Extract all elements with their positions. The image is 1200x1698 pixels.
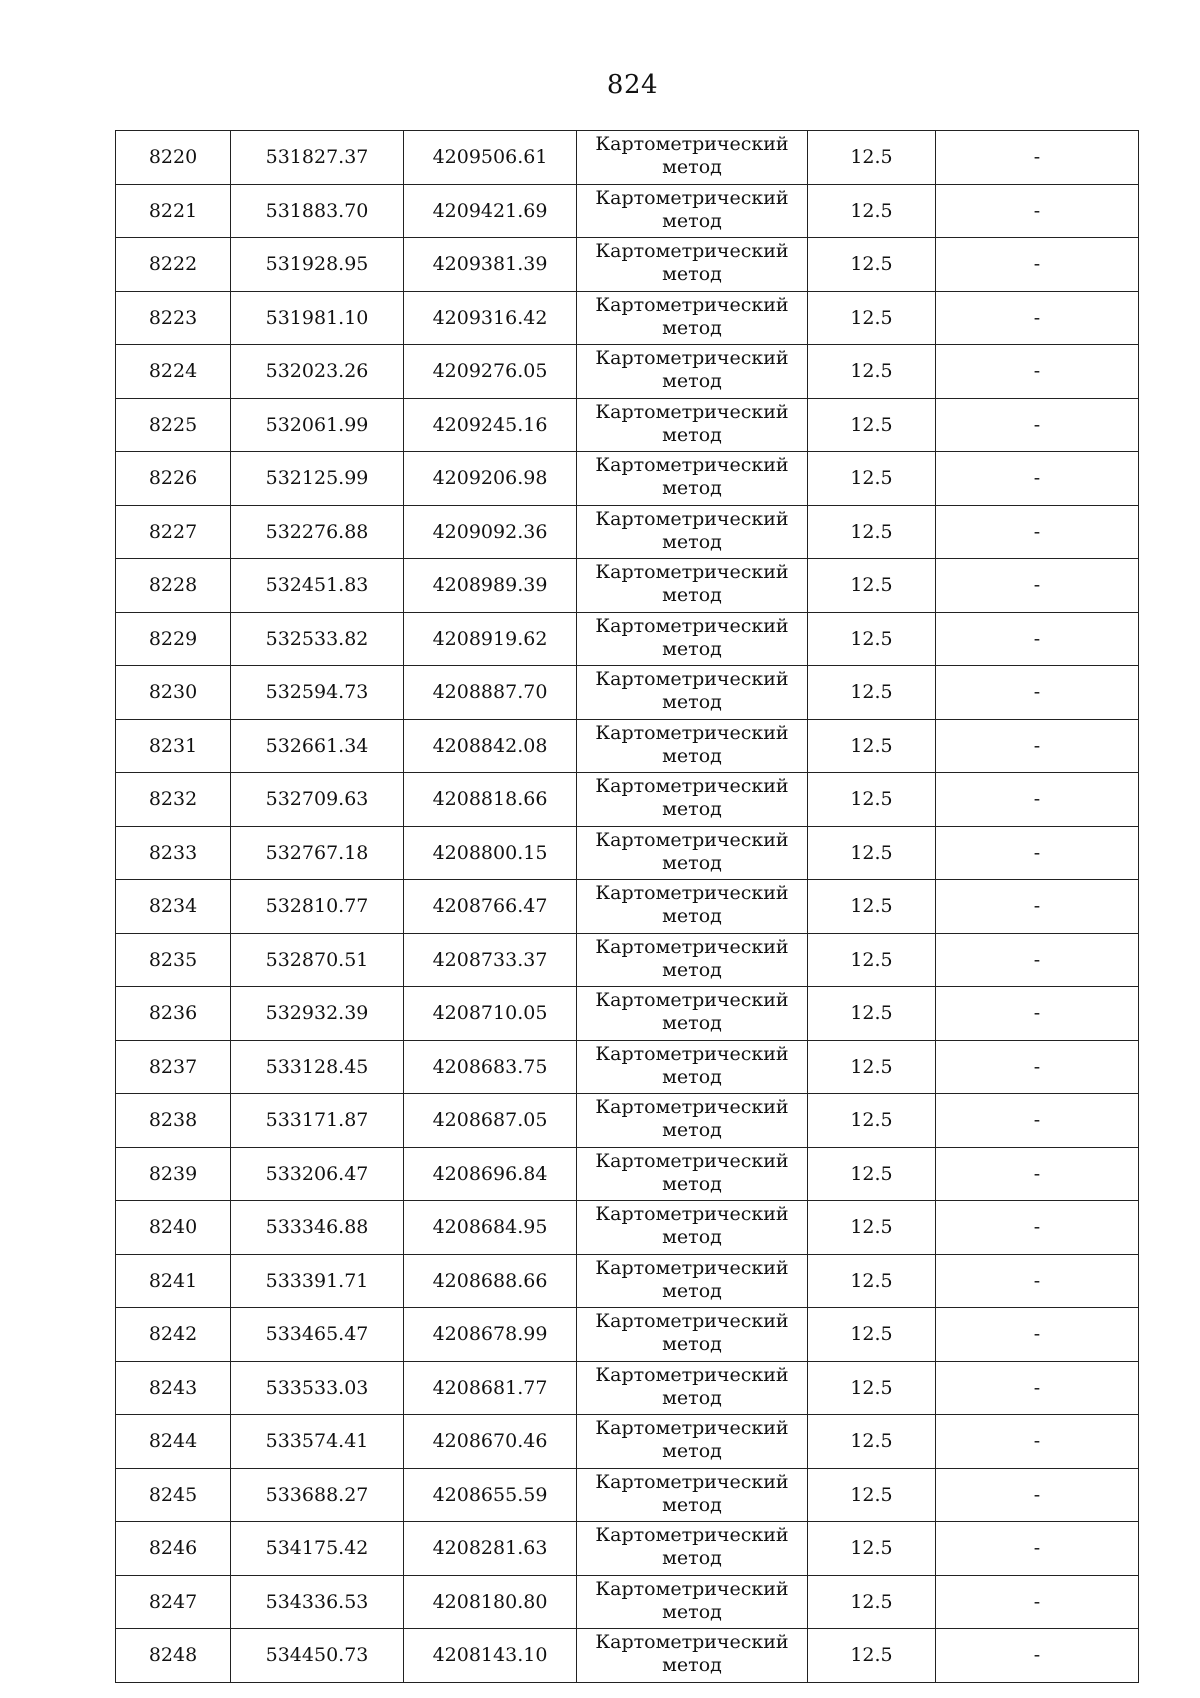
note-cell: - xyxy=(936,987,1139,1041)
accuracy-cell: 12.5 xyxy=(808,131,936,185)
method-line-1: Картометрический xyxy=(595,507,789,530)
x-coordinate-cell: 534450.73 xyxy=(231,1629,404,1683)
point-id-cell: 8221 xyxy=(116,184,231,238)
table-row xyxy=(116,131,1139,185)
y-coordinate-cell: 4209421.69 xyxy=(404,184,577,238)
point-id-cell: 8243 xyxy=(116,1361,231,1415)
note-cell: - xyxy=(936,1575,1139,1629)
method-line-2: метод xyxy=(662,1012,722,1035)
point-id-cell: 8240 xyxy=(116,1201,231,1255)
note-cell: - xyxy=(936,666,1139,720)
y-coordinate-cell: 4208681.77 xyxy=(404,1361,577,1415)
method-cell xyxy=(577,1361,808,1415)
method-line-1: Картометрический xyxy=(595,1577,789,1600)
method-line-2: метод xyxy=(662,263,722,286)
point-id-cell: 8235 xyxy=(116,933,231,987)
coordinates-table xyxy=(115,130,1139,1683)
method-line-2: метод xyxy=(662,1493,722,1516)
note-cell: - xyxy=(936,345,1139,399)
note-cell: - xyxy=(936,1522,1139,1576)
method-line-1: Картометрический xyxy=(595,989,789,1012)
method-cell xyxy=(577,1147,808,1201)
x-coordinate-cell: 532061.99 xyxy=(231,398,404,452)
note-cell: - xyxy=(936,1415,1139,1469)
accuracy-cell: 12.5 xyxy=(808,826,936,880)
accuracy-cell: 12.5 xyxy=(808,1415,936,1469)
y-coordinate-cell: 4209381.39 xyxy=(404,238,577,292)
note-cell: - xyxy=(936,719,1139,773)
y-coordinate-cell: 4208670.46 xyxy=(404,1415,577,1469)
method-cell xyxy=(577,1415,808,1469)
accuracy-cell: 12.5 xyxy=(808,345,936,399)
y-coordinate-cell: 4208678.99 xyxy=(404,1308,577,1362)
method-cell xyxy=(577,398,808,452)
table-row xyxy=(116,1254,1139,1308)
accuracy-cell: 12.5 xyxy=(808,398,936,452)
method-line-2: метод xyxy=(662,691,722,714)
point-id-cell: 8248 xyxy=(116,1629,231,1683)
point-id-cell: 8222 xyxy=(116,238,231,292)
method-cell xyxy=(577,933,808,987)
table-row xyxy=(116,505,1139,559)
point-id-cell: 8226 xyxy=(116,452,231,506)
x-coordinate-cell: 533206.47 xyxy=(231,1147,404,1201)
point-id-cell: 8220 xyxy=(116,131,231,185)
accuracy-cell: 12.5 xyxy=(808,719,936,773)
y-coordinate-cell: 4208842.08 xyxy=(404,719,577,773)
table-row xyxy=(116,1468,1139,1522)
x-coordinate-cell: 533688.27 xyxy=(231,1468,404,1522)
point-id-cell: 8233 xyxy=(116,826,231,880)
method-line-2: метод xyxy=(662,316,722,339)
point-id-cell: 8236 xyxy=(116,987,231,1041)
x-coordinate-cell: 532767.18 xyxy=(231,826,404,880)
table-row xyxy=(116,612,1139,666)
method-cell xyxy=(577,184,808,238)
method-cell xyxy=(577,1629,808,1683)
table-row xyxy=(116,452,1139,506)
x-coordinate-cell: 532451.83 xyxy=(231,559,404,613)
y-coordinate-cell: 4208887.70 xyxy=(404,666,577,720)
table-row xyxy=(116,719,1139,773)
y-coordinate-cell: 4208696.84 xyxy=(404,1147,577,1201)
method-line-2: метод xyxy=(662,1226,722,1249)
note-cell: - xyxy=(936,773,1139,827)
accuracy-cell: 12.5 xyxy=(808,1147,936,1201)
table-row xyxy=(116,1147,1139,1201)
table-row xyxy=(116,826,1139,880)
method-line-1: Картометрический xyxy=(595,454,789,477)
table-row xyxy=(116,291,1139,345)
method-line-1: Картометрический xyxy=(595,935,789,958)
point-id-cell: 8245 xyxy=(116,1468,231,1522)
y-coordinate-cell: 4208281.63 xyxy=(404,1522,577,1576)
point-id-cell: 8230 xyxy=(116,666,231,720)
page-number: 824 xyxy=(606,70,659,100)
note-cell: - xyxy=(936,1254,1139,1308)
method-line-1: Картометрический xyxy=(595,1470,789,1493)
method-line-2: метод xyxy=(662,1119,722,1142)
accuracy-cell: 12.5 xyxy=(808,1575,936,1629)
method-cell xyxy=(577,291,808,345)
method-line-1: Картометрический xyxy=(595,1096,789,1119)
table-row xyxy=(116,238,1139,292)
x-coordinate-cell: 531883.70 xyxy=(231,184,404,238)
method-cell xyxy=(577,987,808,1041)
x-coordinate-cell: 533533.03 xyxy=(231,1361,404,1415)
table-row xyxy=(116,987,1139,1041)
method-line-2: метод xyxy=(662,798,722,821)
y-coordinate-cell: 4208766.47 xyxy=(404,880,577,934)
note-cell: - xyxy=(936,612,1139,666)
note-cell: - xyxy=(936,452,1139,506)
method-line-1: Картометрический xyxy=(595,721,789,744)
accuracy-cell: 12.5 xyxy=(808,452,936,506)
accuracy-cell: 12.5 xyxy=(808,612,936,666)
note-cell: - xyxy=(936,184,1139,238)
method-line-1: Картометрический xyxy=(595,400,789,423)
y-coordinate-cell: 4208143.10 xyxy=(404,1629,577,1683)
note-cell: - xyxy=(936,131,1139,185)
method-cell xyxy=(577,131,808,185)
note-cell: - xyxy=(936,291,1139,345)
method-line-1: Картометрический xyxy=(595,882,789,905)
x-coordinate-cell: 532125.99 xyxy=(231,452,404,506)
point-id-cell: 8224 xyxy=(116,345,231,399)
y-coordinate-cell: 4208687.05 xyxy=(404,1094,577,1148)
note-cell: - xyxy=(936,1468,1139,1522)
method-cell xyxy=(577,1201,808,1255)
x-coordinate-cell: 533465.47 xyxy=(231,1308,404,1362)
note-cell: - xyxy=(936,505,1139,559)
accuracy-cell: 12.5 xyxy=(808,1040,936,1094)
method-line-1: Картометрический xyxy=(595,561,789,584)
method-line-2: метод xyxy=(662,1279,722,1302)
point-id-cell: 8228 xyxy=(116,559,231,613)
point-id-cell: 8231 xyxy=(116,719,231,773)
method-line-1: Картометрический xyxy=(595,1149,789,1172)
table-row xyxy=(116,1201,1139,1255)
method-line-2: метод xyxy=(662,530,722,553)
table-row xyxy=(116,1575,1139,1629)
y-coordinate-cell: 4208733.37 xyxy=(404,933,577,987)
table-row xyxy=(116,345,1139,399)
point-id-cell: 8234 xyxy=(116,880,231,934)
accuracy-cell: 12.5 xyxy=(808,880,936,934)
point-id-cell: 8244 xyxy=(116,1415,231,1469)
table-row xyxy=(116,1040,1139,1094)
accuracy-cell: 12.5 xyxy=(808,559,936,613)
x-coordinate-cell: 532594.73 xyxy=(231,666,404,720)
note-cell: - xyxy=(936,1147,1139,1201)
method-cell xyxy=(577,1468,808,1522)
x-coordinate-cell: 531981.10 xyxy=(231,291,404,345)
x-coordinate-cell: 532661.34 xyxy=(231,719,404,773)
method-line-2: метод xyxy=(662,477,722,500)
method-line-2: метод xyxy=(662,1600,722,1623)
table-row xyxy=(116,1415,1139,1469)
x-coordinate-cell: 532810.77 xyxy=(231,880,404,934)
x-coordinate-cell: 532023.26 xyxy=(231,345,404,399)
method-line-2: метод xyxy=(662,851,722,874)
accuracy-cell: 12.5 xyxy=(808,1629,936,1683)
x-coordinate-cell: 533574.41 xyxy=(231,1415,404,1469)
accuracy-cell: 12.5 xyxy=(808,987,936,1041)
accuracy-cell: 12.5 xyxy=(808,184,936,238)
point-id-cell: 8246 xyxy=(116,1522,231,1576)
method-cell xyxy=(577,452,808,506)
method-line-2: метод xyxy=(662,370,722,393)
y-coordinate-cell: 4208989.39 xyxy=(404,559,577,613)
method-cell xyxy=(577,880,808,934)
y-coordinate-cell: 4208800.15 xyxy=(404,826,577,880)
method-line-2: метод xyxy=(662,744,722,767)
note-cell: - xyxy=(936,1308,1139,1362)
table-row xyxy=(116,1522,1139,1576)
method-cell xyxy=(577,559,808,613)
note-cell: - xyxy=(936,398,1139,452)
accuracy-cell: 12.5 xyxy=(808,505,936,559)
x-coordinate-cell: 532870.51 xyxy=(231,933,404,987)
method-line-2: метод xyxy=(662,637,722,660)
accuracy-cell: 12.5 xyxy=(808,1201,936,1255)
method-line-2: метод xyxy=(662,156,722,179)
point-id-cell: 8247 xyxy=(116,1575,231,1629)
note-cell: - xyxy=(936,933,1139,987)
method-line-1: Картометрический xyxy=(595,1256,789,1279)
method-cell xyxy=(577,505,808,559)
y-coordinate-cell: 4209316.42 xyxy=(404,291,577,345)
method-cell xyxy=(577,773,808,827)
x-coordinate-cell: 533346.88 xyxy=(231,1201,404,1255)
y-coordinate-cell: 4208688.66 xyxy=(404,1254,577,1308)
method-cell xyxy=(577,719,808,773)
x-coordinate-cell: 532932.39 xyxy=(231,987,404,1041)
table-row xyxy=(116,773,1139,827)
table-row xyxy=(116,666,1139,720)
y-coordinate-cell: 4209506.61 xyxy=(404,131,577,185)
method-line-1: Картометрический xyxy=(595,186,789,209)
accuracy-cell: 12.5 xyxy=(808,1308,936,1362)
method-line-2: метод xyxy=(662,1440,722,1463)
y-coordinate-cell: 4208919.62 xyxy=(404,612,577,666)
method-line-2: метод xyxy=(662,1065,722,1088)
method-cell xyxy=(577,1094,808,1148)
method-line-2: метод xyxy=(662,958,722,981)
method-line-2: метод xyxy=(662,209,722,232)
coordinates-table-body xyxy=(116,131,1139,1683)
y-coordinate-cell: 4209245.16 xyxy=(404,398,577,452)
method-line-1: Картометрический xyxy=(595,775,789,798)
accuracy-cell: 12.5 xyxy=(808,238,936,292)
y-coordinate-cell: 4208684.95 xyxy=(404,1201,577,1255)
method-cell xyxy=(577,612,808,666)
table-row xyxy=(116,184,1139,238)
y-coordinate-cell: 4209276.05 xyxy=(404,345,577,399)
accuracy-cell: 12.5 xyxy=(808,773,936,827)
point-id-cell: 8237 xyxy=(116,1040,231,1094)
note-cell: - xyxy=(936,1201,1139,1255)
point-id-cell: 8225 xyxy=(116,398,231,452)
x-coordinate-cell: 532276.88 xyxy=(231,505,404,559)
note-cell: - xyxy=(936,1361,1139,1415)
point-id-cell: 8242 xyxy=(116,1308,231,1362)
method-line-2: метод xyxy=(662,1386,722,1409)
note-cell: - xyxy=(936,559,1139,613)
x-coordinate-cell: 533391.71 xyxy=(231,1254,404,1308)
y-coordinate-cell: 4209092.36 xyxy=(404,505,577,559)
method-cell xyxy=(577,238,808,292)
method-line-2: метод xyxy=(662,584,722,607)
note-cell: - xyxy=(936,880,1139,934)
note-cell: - xyxy=(936,1094,1139,1148)
note-cell: - xyxy=(936,1040,1139,1094)
method-cell xyxy=(577,1040,808,1094)
y-coordinate-cell: 4208655.59 xyxy=(404,1468,577,1522)
point-id-cell: 8232 xyxy=(116,773,231,827)
method-line-1: Картометрический xyxy=(595,293,789,316)
table-row xyxy=(116,880,1139,934)
table-row xyxy=(116,1361,1139,1415)
method-cell xyxy=(577,1308,808,1362)
method-line-2: метод xyxy=(662,423,722,446)
x-coordinate-cell: 532709.63 xyxy=(231,773,404,827)
accuracy-cell: 12.5 xyxy=(808,1254,936,1308)
accuracy-cell: 12.5 xyxy=(808,1522,936,1576)
point-id-cell: 8227 xyxy=(116,505,231,559)
method-line-1: Картометрический xyxy=(595,1203,789,1226)
method-line-2: метод xyxy=(662,1172,722,1195)
accuracy-cell: 12.5 xyxy=(808,666,936,720)
x-coordinate-cell: 531928.95 xyxy=(231,238,404,292)
accuracy-cell: 12.5 xyxy=(808,1468,936,1522)
x-coordinate-cell: 534175.42 xyxy=(231,1522,404,1576)
y-coordinate-cell: 4208180.80 xyxy=(404,1575,577,1629)
table-row xyxy=(116,933,1139,987)
method-line-2: метод xyxy=(662,1654,722,1677)
accuracy-cell: 12.5 xyxy=(808,1361,936,1415)
table-row xyxy=(116,1629,1139,1683)
point-id-cell: 8241 xyxy=(116,1254,231,1308)
method-line-1: Картометрический xyxy=(595,1524,789,1547)
method-cell xyxy=(577,1522,808,1576)
method-line-1: Картометрический xyxy=(595,828,789,851)
point-id-cell: 8239 xyxy=(116,1147,231,1201)
method-line-1: Картометрический xyxy=(595,1363,789,1386)
y-coordinate-cell: 4209206.98 xyxy=(404,452,577,506)
method-line-1: Картометрический xyxy=(595,133,789,156)
x-coordinate-cell: 531827.37 xyxy=(231,131,404,185)
accuracy-cell: 12.5 xyxy=(808,933,936,987)
x-coordinate-cell: 532533.82 xyxy=(231,612,404,666)
accuracy-cell: 12.5 xyxy=(808,291,936,345)
method-line-1: Картометрический xyxy=(595,1310,789,1333)
method-cell xyxy=(577,1575,808,1629)
method-cell xyxy=(577,345,808,399)
method-cell xyxy=(577,826,808,880)
method-line-1: Картометрический xyxy=(595,1042,789,1065)
accuracy-cell: 12.5 xyxy=(808,1094,936,1148)
x-coordinate-cell: 533128.45 xyxy=(231,1040,404,1094)
note-cell: - xyxy=(936,1629,1139,1683)
y-coordinate-cell: 4208683.75 xyxy=(404,1040,577,1094)
note-cell: - xyxy=(936,826,1139,880)
point-id-cell: 8223 xyxy=(116,291,231,345)
point-id-cell: 8238 xyxy=(116,1094,231,1148)
table-row xyxy=(116,1094,1139,1148)
x-coordinate-cell: 534336.53 xyxy=(231,1575,404,1629)
method-line-2: метод xyxy=(662,1333,722,1356)
table-row xyxy=(116,559,1139,613)
method-line-1: Картометрический xyxy=(595,1631,789,1654)
method-cell xyxy=(577,666,808,720)
method-line-1: Картометрический xyxy=(595,347,789,370)
x-coordinate-cell: 533171.87 xyxy=(231,1094,404,1148)
note-cell: - xyxy=(936,238,1139,292)
point-id-cell: 8229 xyxy=(116,612,231,666)
method-line-2: метод xyxy=(662,905,722,928)
y-coordinate-cell: 4208710.05 xyxy=(404,987,577,1041)
method-line-1: Картометрический xyxy=(595,668,789,691)
table-row xyxy=(116,1308,1139,1362)
method-line-1: Картометрический xyxy=(595,614,789,637)
method-cell xyxy=(577,1254,808,1308)
method-line-1: Картометрический xyxy=(595,240,789,263)
table-row xyxy=(116,398,1139,452)
y-coordinate-cell: 4208818.66 xyxy=(404,773,577,827)
method-line-2: метод xyxy=(662,1547,722,1570)
method-line-1: Картометрический xyxy=(595,1417,789,1440)
